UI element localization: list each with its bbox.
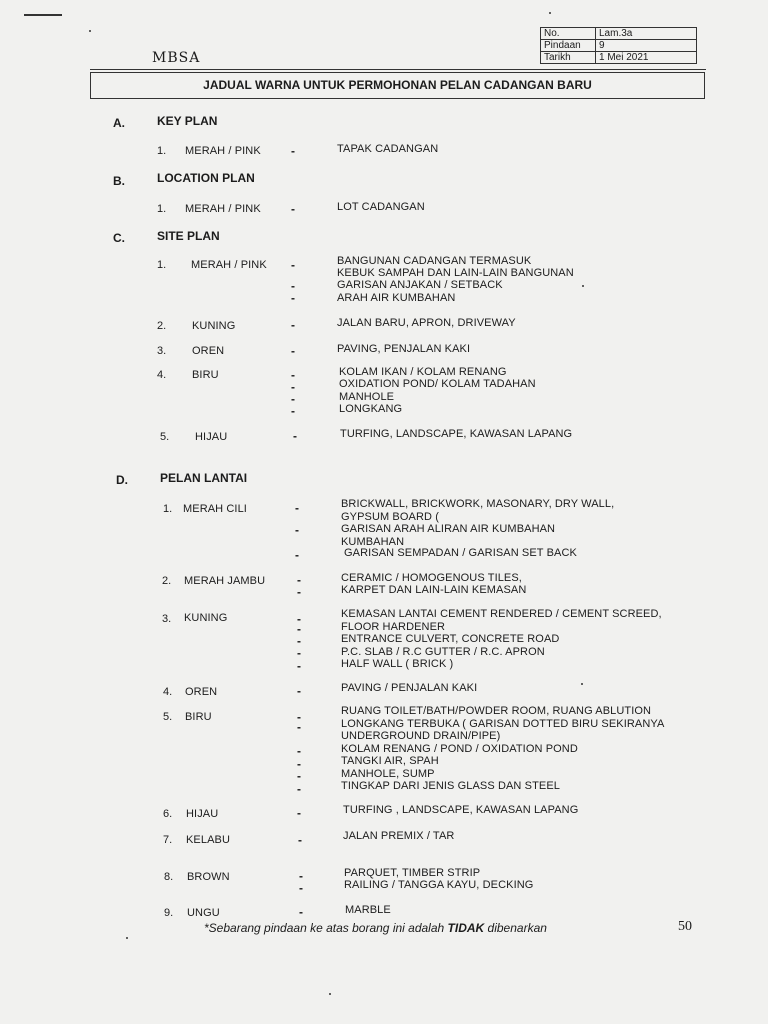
- item-dash: -: [297, 782, 301, 796]
- item-description: LONGKANG TERBUKA ( GARISAN DOTTED BIRU SEKIRANYA: [341, 718, 665, 730]
- footer-note-start: *Sebarang pindaan ke atas borang ini adalah: [204, 921, 448, 935]
- item-description: GARISAN ARAH ALIRAN AIR KUMBAHAN: [341, 523, 556, 535]
- item-dash: -: [291, 202, 295, 216]
- item-dash: -: [291, 144, 295, 158]
- item-dash: -: [291, 368, 295, 382]
- item-color: KUNING: [184, 612, 228, 624]
- item-description: BRICKWALL, BRICKWORK, MASONARY, DRY WALL,: [341, 498, 615, 510]
- item-color: HIJAU: [195, 431, 228, 443]
- meta-label: No.: [541, 28, 596, 40]
- item-description: KOLAM IKAN / KOLAM RENANG: [339, 366, 507, 378]
- meta-value: 1 Mei 2021: [596, 52, 697, 64]
- item-dash: -: [291, 404, 295, 418]
- handwritten-initials: MBSA: [152, 50, 201, 66]
- item-dash: -: [291, 279, 295, 293]
- scan-speck: [582, 285, 584, 287]
- item-color: BIRU: [185, 711, 212, 723]
- item-dash: -: [297, 720, 301, 734]
- section-letter: B.: [113, 174, 125, 188]
- item-description: CERAMIC / HOMOGENOUS TILES,: [341, 572, 522, 584]
- item-dash: -: [298, 833, 302, 847]
- item-description: GARISAN ANJAKAN / SETBACK: [337, 279, 503, 291]
- footer-note: [204, 921, 547, 935]
- item-color: MERAH / PINK: [191, 259, 267, 271]
- item-description: RAILING / TANGGA KAYU, DECKING: [344, 879, 534, 891]
- item-dash: -: [297, 622, 301, 636]
- item-number: 1.: [157, 259, 167, 271]
- item-description: LONGKANG: [339, 403, 403, 415]
- item-dash: -: [299, 881, 303, 895]
- scan-speck: [89, 30, 91, 32]
- item-color: MERAH CILI: [183, 503, 247, 515]
- section-letter: A.: [113, 116, 125, 130]
- scan-speck: [549, 12, 551, 14]
- item-dash: -: [291, 291, 295, 305]
- item-number: 8.: [164, 871, 174, 883]
- item-number: 2.: [157, 320, 167, 332]
- item-description: KEBUK SAMPAH DAN LAIN-LAIN BANGUNAN: [337, 267, 574, 279]
- item-dash: -: [295, 523, 299, 537]
- item-description: TANGKI AIR, SPAH: [341, 755, 439, 767]
- item-dash: -: [297, 757, 301, 771]
- item-number: 1.: [157, 145, 167, 157]
- item-number: 4.: [157, 369, 167, 381]
- item-dash: -: [291, 318, 295, 332]
- item-description: JALAN PREMIX / TAR: [343, 830, 455, 842]
- item-number: 9.: [164, 907, 174, 919]
- item-description: TURFING , LANDSCAPE, KAWASAN LAPANG: [343, 804, 579, 816]
- page-title: JADUAL WARNA UNTUK PERMOHONAN PELAN CADANGAN BARU: [203, 78, 592, 92]
- item-description: KEMASAN LANTAI CEMENT RENDERED / CEMENT SCREED,: [341, 608, 662, 620]
- item-dash: -: [295, 548, 299, 562]
- item-description: GYPSUM BOARD (: [341, 511, 439, 523]
- item-description: BANGUNAN CADANGAN TERMASUK: [337, 255, 532, 267]
- item-dash: -: [297, 634, 301, 648]
- item-description: MANHOLE: [339, 391, 395, 403]
- item-description: KUMBAHAN: [341, 536, 405, 548]
- item-dash: -: [291, 258, 295, 272]
- meta-label: Tarikh: [541, 52, 596, 64]
- item-dash: -: [297, 806, 301, 820]
- item-color: OREN: [185, 686, 218, 698]
- item-description: TINGKAP DARI JENIS GLASS DAN STEEL: [341, 780, 560, 792]
- item-dash: -: [297, 659, 301, 673]
- item-description: ARAH AIR KUMBAHAN: [337, 292, 456, 304]
- item-number: 1.: [157, 203, 167, 215]
- item-description: TURFING, LANDSCAPE, KAWASAN LAPANG: [340, 428, 573, 440]
- page-number: 50: [678, 919, 692, 934]
- section-letter: C.: [113, 231, 125, 245]
- item-description: P.C. SLAB / R.C GUTTER / R.C. APRON: [341, 646, 545, 658]
- item-description: MANHOLE, SUMP: [341, 768, 435, 780]
- item-description: FLOOR HARDENER: [341, 621, 446, 633]
- item-description: GARISAN SEMPADAN / GARISAN SET BACK: [344, 547, 577, 559]
- item-description: UNDERGROUND DRAIN/PIPE): [341, 730, 501, 742]
- footer-note-emphasis: TIDAK: [447, 921, 485, 935]
- item-dash: -: [297, 646, 301, 660]
- item-description: OXIDATION POND/ KOLAM TADAHAN: [339, 378, 536, 390]
- item-number: 2.: [162, 575, 172, 587]
- item-number: 3.: [157, 345, 167, 357]
- document-meta-table: [540, 27, 697, 64]
- title-box: [90, 72, 705, 99]
- item-dash: -: [297, 573, 301, 587]
- item-dash: -: [291, 344, 295, 358]
- item-dash: -: [297, 744, 301, 758]
- item-color: HIJAU: [186, 808, 219, 820]
- item-dash: -: [297, 612, 301, 626]
- section-heading: SITE PLAN: [157, 229, 220, 243]
- item-number: 5.: [163, 711, 173, 723]
- item-dash: -: [297, 585, 301, 599]
- section-letter: D.: [116, 473, 128, 487]
- item-color: UNGU: [187, 907, 220, 919]
- item-color: MERAH / PINK: [185, 203, 261, 215]
- item-color: OREN: [192, 345, 225, 357]
- item-color: BIRU: [192, 369, 219, 381]
- item-dash: -: [293, 429, 297, 443]
- item-dash: -: [297, 769, 301, 783]
- item-color: KELABU: [186, 834, 231, 846]
- item-description: ENTRANCE CULVERT, CONCRETE ROAD: [341, 633, 560, 645]
- item-dash: -: [299, 869, 303, 883]
- item-dash: -: [291, 380, 295, 394]
- item-dash: -: [297, 684, 301, 698]
- item-description: HALF WALL ( BRICK ): [341, 658, 454, 670]
- item-number: 1.: [163, 503, 173, 515]
- item-number: 5.: [160, 431, 170, 443]
- item-dash: -: [295, 501, 299, 515]
- item-description: MARBLE: [345, 904, 391, 916]
- scan-speck: [329, 993, 331, 995]
- meta-value: Lam.3a: [596, 28, 697, 40]
- item-number: 3.: [162, 613, 172, 625]
- item-color: MERAH JAMBU: [184, 575, 266, 587]
- item-description: PARQUET, TIMBER STRIP: [344, 867, 481, 879]
- scan-speck: [126, 937, 128, 939]
- item-number: 7.: [163, 834, 173, 846]
- item-description: RUANG TOILET/BATH/POWDER ROOM, RUANG ABLUTION: [341, 705, 652, 717]
- item-description: TAPAK CADANGAN: [337, 143, 439, 155]
- item-description: PAVING, PENJALAN KAKI: [337, 343, 471, 355]
- item-dash: -: [297, 710, 301, 724]
- item-description: PAVING / PENJALAN KAKI: [341, 682, 478, 694]
- item-number: 6.: [163, 808, 173, 820]
- section-heading: LOCATION PLAN: [157, 171, 255, 185]
- item-number: 4.: [163, 686, 173, 698]
- footer-note-end: dibenarkan: [484, 921, 547, 935]
- item-dash: -: [299, 905, 303, 919]
- section-heading: KEY PLAN: [157, 114, 218, 128]
- scan-speck: [581, 683, 583, 685]
- item-description: JALAN BARU, APRON, DRIVEWAY: [337, 317, 516, 329]
- meta-value: 9: [596, 40, 697, 52]
- item-color: MERAH / PINK: [185, 145, 261, 157]
- item-color: BROWN: [187, 871, 230, 883]
- item-description: KOLAM RENANG / POND / OXIDATION POND: [341, 743, 578, 755]
- item-description: LOT CADANGAN: [337, 201, 425, 213]
- section-heading: PELAN LANTAI: [160, 471, 248, 485]
- meta-label: Pindaan: [541, 40, 596, 52]
- item-color: KUNING: [192, 320, 236, 332]
- scan-mark: [24, 14, 62, 16]
- title-rule: [90, 69, 706, 70]
- item-dash: -: [291, 392, 295, 406]
- item-description: KARPET DAN LAIN-LAIN KEMASAN: [341, 584, 527, 596]
